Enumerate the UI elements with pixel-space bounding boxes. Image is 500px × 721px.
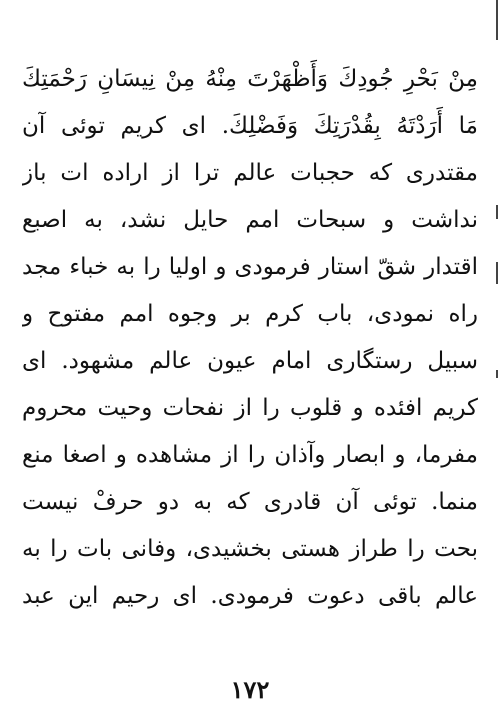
text-line: مَا أَرَدْتَهُ بِقُدْرَتِكَ وَفَضْلِكَ. ای کریم توئی آن bbox=[22, 113, 478, 139]
text-line: نداشت و سبحات امم حایل نشد، به اصبع bbox=[22, 207, 478, 233]
text-line: کریم افئده و قلوب را از نفحات وحیت محروم bbox=[22, 395, 478, 421]
text-line: مفرما، و ابصار وآذان را از مشاهده و اصغا منع bbox=[22, 442, 478, 468]
text-line: راه نمودی، باب کرم بر وجوه امم مفتوح و bbox=[22, 301, 478, 327]
text-line: منما. توئی آن قادری که به دو حرفْ نیست bbox=[22, 489, 478, 515]
page-edge-mark bbox=[496, 0, 498, 40]
text-line: سبیل رستگاری امام عیون عالم مشهود. ای bbox=[22, 348, 478, 374]
page-number: ۱۷۲ bbox=[230, 675, 270, 704]
text-line: مقتدری که حجبات عالم ترا از اراده ات باز bbox=[22, 160, 478, 186]
page-edge-mark bbox=[496, 370, 498, 378]
text-line: مِنْ بَحْرِ جُودِكَ وَأَظْهَرْتَ مِنْهُ مِنْ نِيسَانِ رَحْمَتِكَ bbox=[22, 66, 478, 92]
text-line: بحت را طراز هستی بخشیدی، وفانی بات را به bbox=[22, 536, 478, 562]
body-text bbox=[22, 56, 478, 620]
page-edge-mark bbox=[496, 205, 498, 219]
text-line: عالم باقی دعوت فرمودی. ای رحیم این عبد bbox=[22, 583, 478, 609]
page-edge-mark bbox=[496, 262, 498, 284]
text-line: اقتدار شقّ استار فرمودی و اولیا را به خباء مجد bbox=[22, 254, 478, 280]
